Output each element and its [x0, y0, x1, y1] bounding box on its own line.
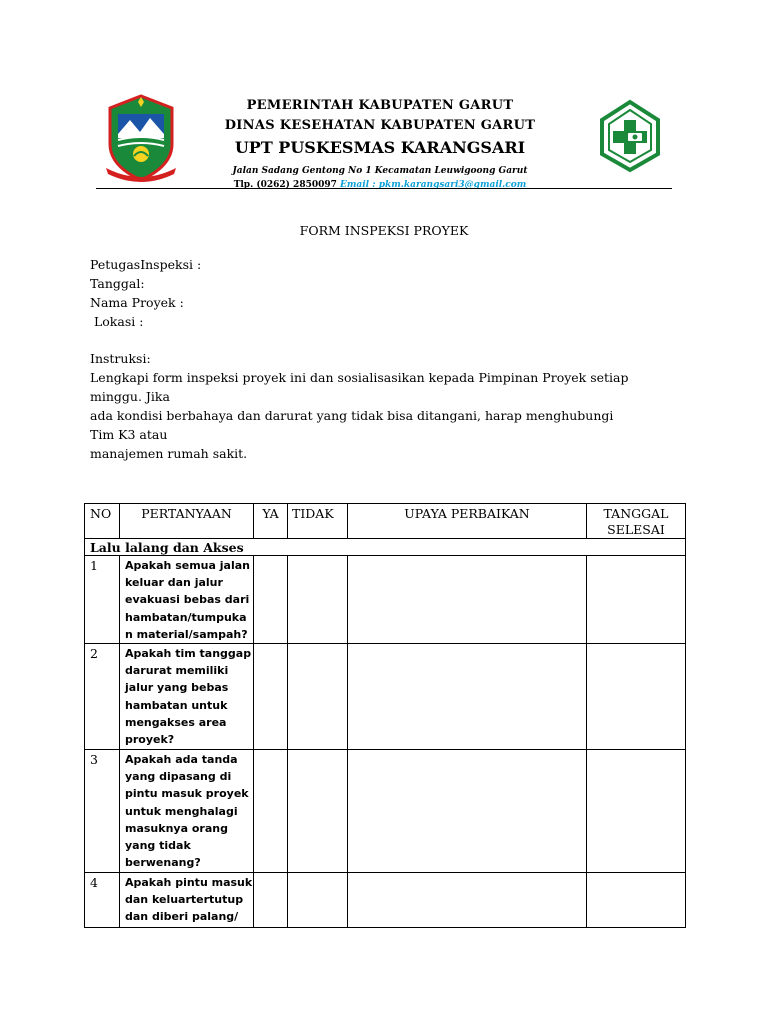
question-line: masuknya orang: [125, 821, 228, 835]
row-question: [120, 556, 254, 644]
table-header-row: [85, 504, 686, 539]
question-line: mengakses area: [125, 715, 227, 729]
question-line: proyek?: [125, 733, 175, 747]
question-line: pintu masuk proyek: [125, 787, 249, 801]
cell-no-answer[interactable]: [288, 873, 348, 928]
question-line: n material/sampah?: [125, 627, 248, 641]
field-inspector: PetugasInspeksi :: [90, 257, 202, 272]
header-date-line: TANGGAL: [603, 506, 669, 521]
header-line-government: PEMERINTAH KABUPATEN GARUT: [246, 98, 514, 113]
question-line: Apakah tim tanggap: [125, 647, 252, 661]
header-line-puskesmas: UPT PUSKESMAS KARANGSARI: [234, 138, 526, 157]
instructions-line: manajemen rumah sakit.: [90, 446, 248, 461]
table-row: [85, 556, 686, 644]
inspection-table: [84, 503, 686, 928]
question-line: Apakah pintu masuk: [125, 876, 253, 890]
form-title: FORM INSPEKSI PROYEK: [299, 223, 469, 238]
table-row: [85, 873, 686, 928]
cell-completion-date[interactable]: [587, 750, 686, 873]
section-row: [85, 539, 686, 556]
cell-completion-date[interactable]: [587, 556, 686, 644]
question-line: Apakah semua jalan: [125, 559, 250, 572]
instructions-label: Instruksi:: [90, 351, 151, 366]
header-address: Jalan Sadang Gentong No 1 Kecamatan Leuwigoong Garut: [232, 166, 528, 176]
header-phone: Tlp. (0262) 2850097: [233, 180, 337, 190]
instructions-line: ada kondisi berbahaya dan darurat yang tidak bisa ditangani, harap menghubungi: [90, 408, 614, 423]
row-number: 4: [85, 873, 120, 928]
table-row: [85, 644, 686, 750]
section-title: Lalu lalang dan Akses: [85, 539, 686, 556]
question-line: hambatan untuk: [125, 698, 228, 712]
question-line: keluar dan jalur: [125, 576, 223, 590]
cell-yes[interactable]: [254, 750, 288, 873]
form-fields: [90, 255, 201, 331]
question-line: yang tidak: [125, 839, 191, 853]
question-line: dan keluartertutup: [125, 893, 244, 907]
instructions-line: Tim K3 atau: [90, 427, 168, 442]
row-number: 1: [85, 556, 120, 644]
instructions-line: Lengkapi form inspeksi proyek ini dan sosialisasikan kepada Pimpinan Proyek setiap: [90, 370, 629, 385]
header-yes: YA: [254, 504, 288, 539]
cell-no-answer[interactable]: [288, 556, 348, 644]
instructions: [90, 349, 680, 463]
instructions-line: minggu. Jika: [90, 389, 170, 404]
cell-yes[interactable]: [254, 873, 288, 928]
question-line: Apakah ada tanda: [125, 753, 238, 767]
header-line-health-office: DINAS KESEHATAN KABUPATEN GARUT: [224, 118, 536, 133]
cell-improvement[interactable]: [348, 556, 587, 644]
garut-regency-emblem-icon: [104, 94, 178, 182]
header-improvement: UPAYA PERBAIKAN: [348, 504, 587, 539]
header-date-line: SELESAI: [607, 522, 665, 537]
cell-completion-date[interactable]: [587, 873, 686, 928]
letterhead: [190, 96, 570, 192]
puskesmas-logo-icon: [598, 98, 662, 174]
row-question: [120, 750, 254, 873]
header-no-answer: TIDAK: [288, 504, 348, 539]
header-no: NO: [85, 504, 120, 539]
question-line: berwenang?: [125, 856, 201, 870]
row-number: 3: [85, 750, 120, 873]
cell-no-answer[interactable]: [288, 750, 348, 873]
field-project-name: Nama Proyek :: [90, 295, 184, 310]
question-line: evakuasi bebas dari: [125, 593, 250, 607]
email-label: Email :: [340, 180, 376, 190]
table-row: [85, 750, 686, 873]
question-line: dan diberi palang/: [125, 910, 239, 924]
email-link[interactable]: pkm.karangsari3@gmail.com: [378, 180, 527, 190]
cell-no-answer[interactable]: [288, 644, 348, 750]
cell-yes[interactable]: [254, 556, 288, 644]
question-line: untuk menghalagi: [125, 804, 238, 818]
header-question: PERTANYAAN: [120, 504, 254, 539]
row-question: [120, 644, 254, 750]
header-divider: [96, 188, 672, 189]
cell-completion-date[interactable]: [587, 644, 686, 750]
header-completion-date: [587, 504, 686, 539]
cell-improvement[interactable]: [348, 873, 587, 928]
question-line: yang dipasang di: [125, 770, 232, 784]
field-location: Lokasi :: [90, 314, 144, 329]
cell-improvement[interactable]: [348, 750, 587, 873]
header-contact: [190, 178, 570, 192]
question-line: darurat memiliki: [125, 664, 229, 678]
question-line: hambatan/tumpuka: [125, 610, 247, 624]
cell-yes[interactable]: [254, 644, 288, 750]
row-question: [120, 873, 254, 928]
cell-improvement[interactable]: [348, 644, 587, 750]
row-number: 2: [85, 644, 120, 750]
field-date: Tanggal:: [90, 276, 145, 291]
question-line: jalur yang bebas: [125, 681, 229, 695]
